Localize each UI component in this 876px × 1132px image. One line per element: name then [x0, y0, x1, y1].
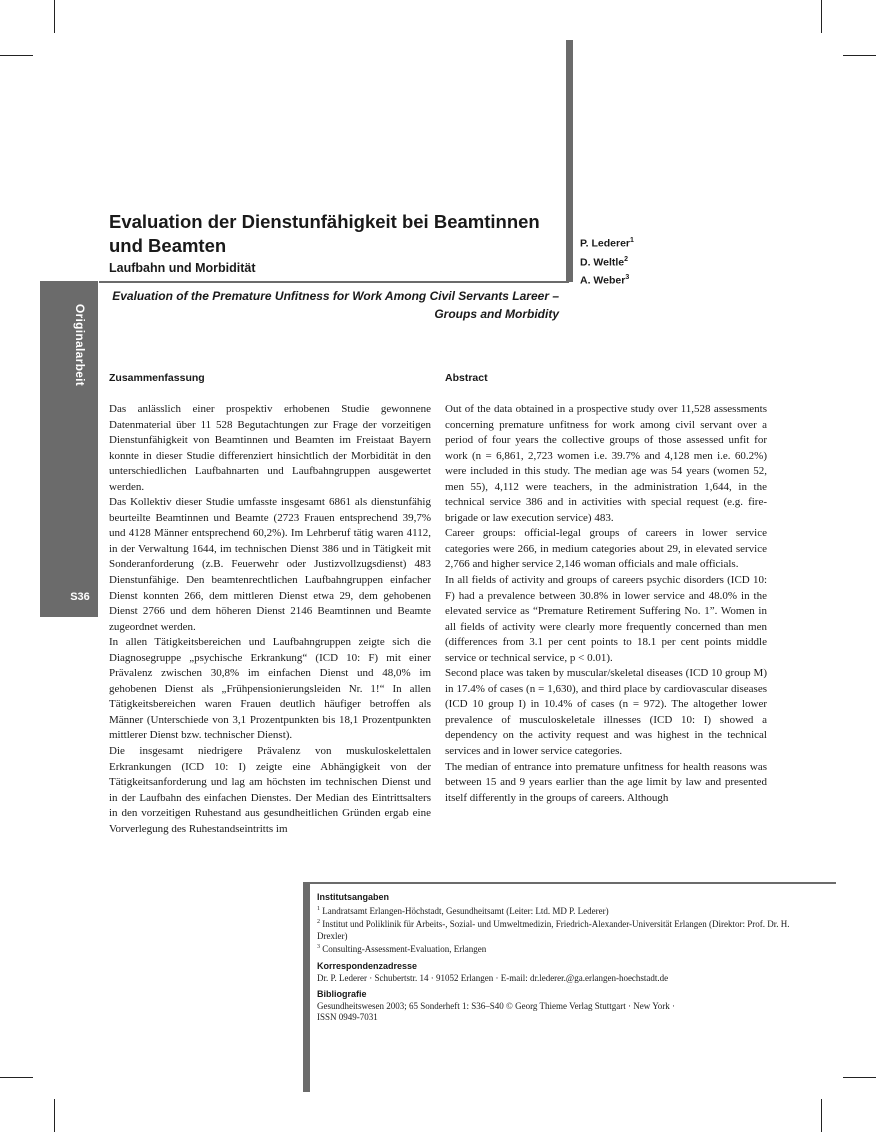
paragraph: In allen Tätigkeitsbereichen und Laufbahngruppen zeigte sich die Diagnosegruppe „psychische Erkrankung“ (ICD 10: F) mit einer Prävalenz zwischen 30,8% im einfachen Dienst und 48,0% im gehobenen Dienst als „Frühpensionierungsleiden Nr. 1!“ In allen Tätigkeitsbereichen waren Frauen deutlich häufiger betroffen als Männer (Unterschiede von 3,1 Prozentpunkten bis 18,1 Prozentpunkten mittlerer Dienst bzw. technischer Dienst). [109, 636, 431, 742]
german-heading: Zusammenfassung [109, 372, 205, 384]
crop-mark [821, 0, 822, 33]
page-number: S36 [70, 591, 90, 603]
section-sidebar [40, 281, 98, 617]
crop-mark [54, 1099, 55, 1132]
paragraph: Die insgesamt niedrigere Prävalenz von muskuloskelettalen Erkrankungen (ICD 10: I) zeigte eine Abhängigkeit von der Tätigkeitsanforderung und lag am höchsten im technischen Dienst und in der Laufbahn des einfachen Dienstes. Der Median des Eintrittsalters in den vorzeitigen Ruhestand aus gesundheitlichen Gründen ergab eine Vorverlegung des Ruhestandseintritts im [109, 745, 431, 835]
author: A. Weber$^3$ [580, 274, 630, 287]
section-label: Originalarbeit [73, 303, 87, 387]
crop-mark [54, 0, 55, 33]
bibliography-heading: Bibliografie [317, 989, 367, 1000]
crop-mark [843, 1077, 876, 1078]
institute-block [317, 892, 817, 956]
info-box-bar [303, 882, 310, 1092]
bibliography-line: ISSN 0949-7031 [317, 1012, 378, 1023]
author: D. Weltle$^2$ [580, 255, 629, 268]
paragraph: Second place was taken by muscular/skeletal diseases (ICD 10 group M) in 17.4% of cases (n = 1,630), and third place by cardiovascular diseases (ICD 10 group I) in 10.4% of cases (n = 972). The altogether lower prevalence of musculoskeletale illnesses (ICD 10: I) showed a dependency on the activity request and was highest in the technical services and in lower service categories. [445, 667, 767, 758]
english-column [445, 402, 767, 850]
institute-line: $^1$ Landratsamt Erlangen-Höchstadt, Gesundheitsamt (Leiter: Ltd. MD P. Lederer) [317, 905, 609, 916]
crop-mark [843, 55, 876, 56]
title-underline [99, 281, 569, 283]
institute-line: $^2$ Institut und Poliklinik für Arbeits-, Sozial- und Umweltmedizin, Friedrich-Alexander-Universität Erlangen (Direktor: Prof. Dr. H. Drexler) [317, 919, 790, 941]
bibliography-line: Gesundheitswesen 2003; 65 Sonderheft 1: S36–S40 © Georg Thieme Verlag Stuttgart · New York · [317, 1000, 676, 1011]
institute-heading: Institutsangaben [317, 892, 390, 902]
crop-mark [0, 55, 33, 56]
info-box-rule [303, 882, 836, 884]
paragraph: Out of the data obtained in a prospective study over 11,528 assessments concerning premature unfitness for work among civil servant over a period of four years the collective groups of those assessed unfit for work (n = 6,861, 2,723 women i.e. 39.7% and 4,128 men i.e. 60.2%) were included in this study. The median age was 54 years (women 52, men 55), 4,112 were teachers, in the administration 1,644, in the technical service 386 and in activities with special request (e.g. fire-brigade or law execution service) 483. [445, 403, 767, 524]
german-column [109, 402, 431, 850]
crop-mark [821, 1099, 822, 1132]
title-divider-bar [566, 40, 573, 282]
article-title: Evaluation der Dienstunfähigkeit bei Beamtinnen und Beamten [109, 211, 540, 256]
author: P. Lederer$^1$ [580, 237, 634, 250]
article-subtitle: Laufbahn und Morbidität [109, 261, 256, 275]
paragraph: Career groups: official-legal groups of careers in lower service categories were 266, in medium categories about 29, in elevated service 2,766 and higher service 2,146 woman officials and male officials. [445, 527, 767, 571]
author-list [580, 233, 634, 289]
paragraph: Das anlässlich einer prospektiv erhobenen Studie gewonnene Datenmaterial über 11 528 Begutachtungen zur Frage der vorzeitigen Dienstunfähigkeit von Beamtinnen und Beamten im Freistaat Bayern konnte in dieser Studie differenziert hinsichtlich der Morbidität in den unterschiedlichen Laufbahnarten und Laufbahngruppen ausgewertet werden. [109, 403, 431, 493]
paragraph: Das Kollektiv dieser Studie umfasste insgesamt 6861 als dienstunfähig beurteilte Beamtinnen und Beamte (2723 Frauen entsprechend 39,7% und 4128 Männer entsprechend 60,2%). Im Lehrberuf tätig waren 4112, in der Verwaltung 1644, im technischen Dienst 386 und in Tätigkeit mit Sonderanforderung (z.B. Feuerwehr oder Justizvollzugsdienst) 483 Dienstunfähige. Den beamtenrechtlichen Laufbahngruppen einfacher Dienst konnten 266, dem mittleren Dienst etwa 29, dem gehobenen Dienst 2766 und dem höheren Dienst 2146 Beamtinnen und Beamte zugeordnet werden. [109, 496, 431, 633]
info-box [317, 892, 817, 1029]
bibliography-block [317, 989, 817, 1024]
paragraph: The median of entrance into premature unfitness for health reasons was between 15 and 9 years earlier than the age limit by law and presented itself differently in the groups of careers. Although [445, 760, 767, 804]
english-heading: Abstract [445, 372, 488, 384]
correspondence-heading: Korrespondenzadresse [317, 960, 418, 971]
correspondence-block [317, 961, 817, 984]
english-title: Evaluation of the Premature Unfitness for Work Among Civil Servants Lareer – Groups and Morbidity [112, 289, 559, 321]
correspondence-address: Dr. P. Lederer · Schubertstr. 14 · 91052 Erlangen · E-mail: dr.lederer.@ga.erlangen-hoechstadt.de [317, 972, 669, 983]
crop-mark [0, 1077, 33, 1078]
institute-line: $^3$ Consulting-Assessment-Evaluation, Erlangen [317, 944, 487, 955]
paragraph: In all fields of activity and groups of careers psychic disorders (ICD 10: F) had a prevalence between 30.8% in lower service and 48.0% in the elevated service as “Premature Retirement Suffering No. 1”. Women in all fields of activity were clearly more frequently concerned than men (differences from 3.1 per cent points to 18.1 per cent points middle service or technical service, p < 0.01). [445, 574, 767, 664]
